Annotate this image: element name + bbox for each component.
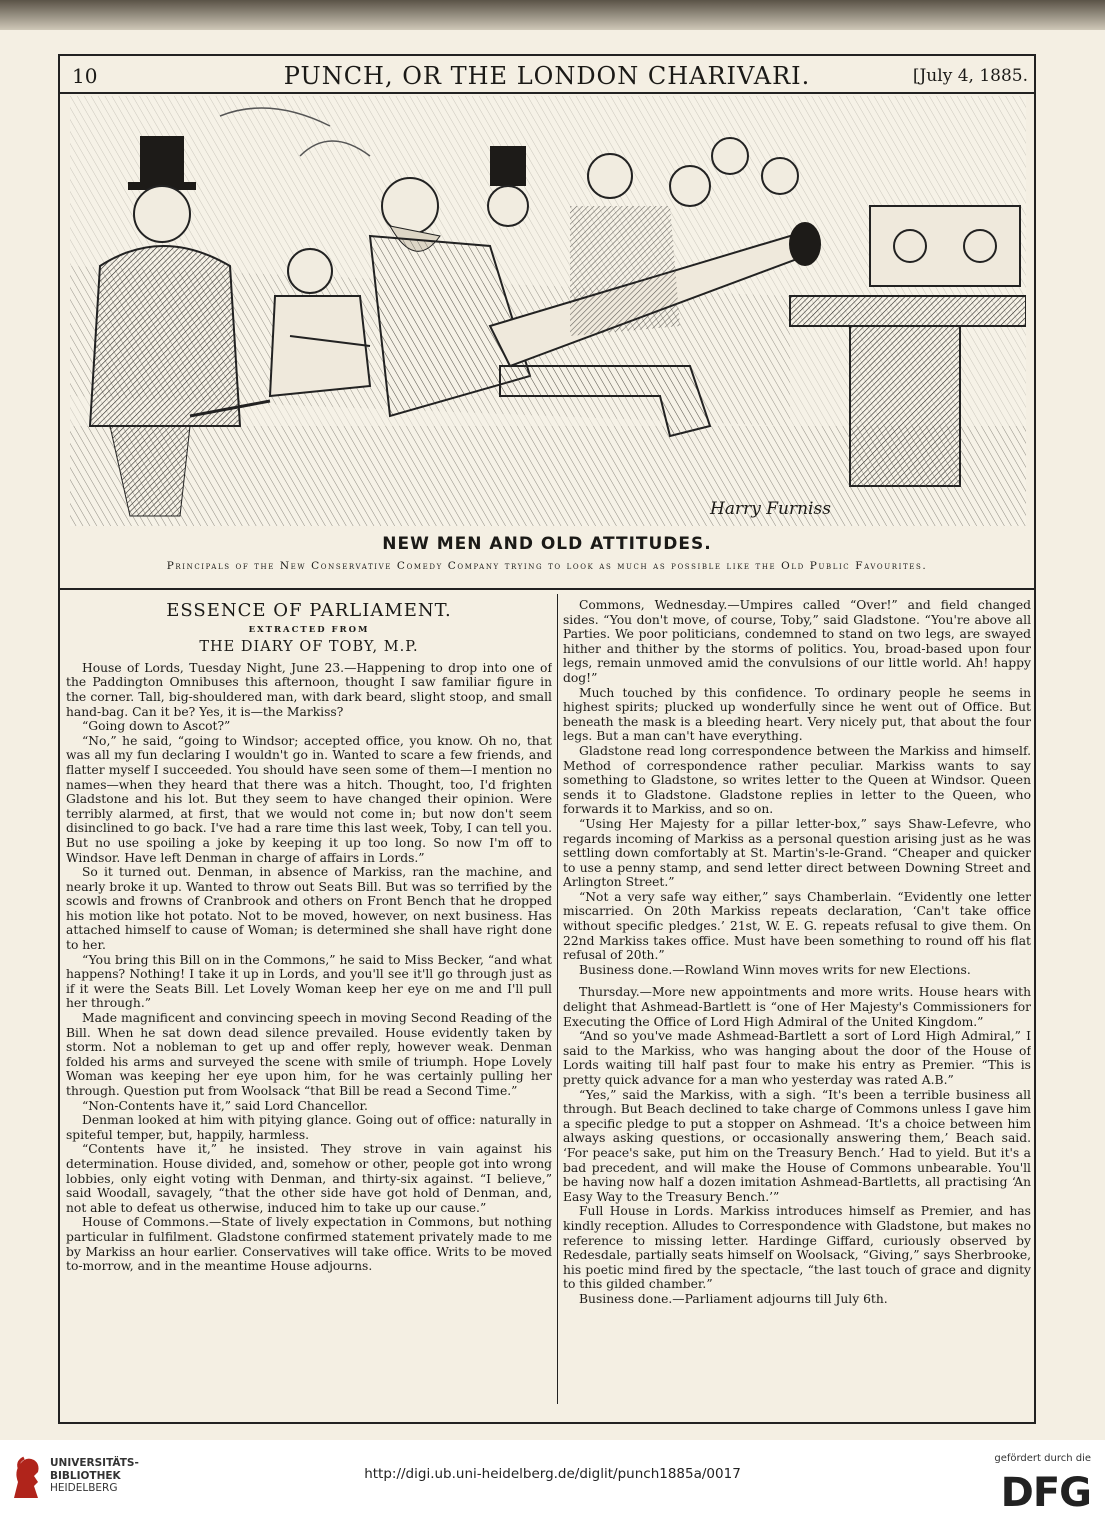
cartoon-signature: Harry Furniss — [710, 499, 831, 519]
library-name[interactable]: UNIVERSITÄTS- BIBLIOTHEK HEIDELBERG — [50, 1457, 139, 1494]
page-number: 10 — [72, 64, 98, 88]
paragraph: So it turned out. Denman, in absence of Markiss, ran the machine, and nearly broke it up. Wanted to throw out Seats Bill. But was so terrified by the scowls and frowns of Cranbrook and others on Front Bench that he dropped his motion like hot potato. Not to be moved, however, on next business. Has attached himself to cause of Woman; is determined she shall have right done to her. — [66, 865, 552, 953]
paragraph: House of Commons.—State of lively expectation in Commons, but nothing particular in fulfilment. Gladstone confirmed statement privately made to me by Markiss an hour earlier. Conservatives will take office. Writs to be moved to-morrow, and in the meantime House adjourns. — [66, 1215, 552, 1274]
paragraph: House of Lords, Tuesday Night, June 23.—Happening to drop into one of the Paddington Omnibuses this afternoon, thought I saw familiar figure in the corner. Tall, big-shouldered man, with dark beard, slight stoop, and small hand-bag. Can it be? Yes, it is—the Markiss? — [66, 660, 552, 719]
column-left — [66, 598, 552, 1408]
paragraph: “Contents have it,” he insisted. They strove in vain against his determination. House divided, and, somehow or other, people got into wrong lobbies, only eight voting with Denman, and thirty-six against. “I believe,” said Woodall, savagely, “that the other side have got hold of Denman, and, not able to defeat us otherwise, induced him to take up our cause.” — [66, 1142, 552, 1215]
paragraph: “You bring this Bill on in the Commons,” he said to Miss Becker, “and what happens? Nothing! I take it up in Lords, and you'll see it'll go through just as if it were the Seats Bill. Let Lovely Woman keep her eye on me and I'll pull her through.” — [66, 952, 552, 1011]
article-diary: THE DIARY OF TOBY, M.P. — [199, 639, 419, 656]
caption-rule — [60, 588, 1034, 590]
page-url[interactable]: http://digi.ub.uni-heidelberg.de/diglit/punch1885a/0017 — [364, 1466, 741, 1482]
paragraph: Made magnificent and convincing speech in moving Second Reading of the Bill. When he sat down dead silence prevailed. House evidently taken by storm. Not a nobleman to get up and offer reply, however weak. Denman folded his arms and surveyed the scene with smile of triumph. Hope Lovely Woman was keeping her eye upon him, for he was certainly pulling her through. Question put from Woolsack “that Bill be read a Second Time.” — [66, 1011, 552, 1098]
cartoon-illustration — [70, 96, 1026, 526]
cartoon-title: NEW MEN AND OLD ATTITUDES. — [382, 534, 712, 554]
paragraph: Much touched by this confidence. To ordinary people he seems in highest spirits; plucked up wonderfully since he went out of Office. But beneath the mask is a bleeding heart. Very nicely put, that about the four legs. But a man can't have everything. — [563, 685, 1031, 744]
paragraph: Denman looked at him with pitying glance. Going out of office: naturally in spiteful temper, but, happily, harmless. — [66, 1113, 552, 1142]
cartoon-subtitle: Principals of the New Conservative Comedy Company trying to look as much as possible like the Old Public Favourites. — [166, 560, 928, 572]
paragraph: “No,” he said, “going to Windsor; accepted office, you know. Oh no, that was all my fun declaring I wouldn't go in. Wanted to scare a few friends, and flatter myself I succeeded. You should have seen some of them—I mention no names—when they heard that there was a hitch. Thought, too, I'd frighten Gladstone and his lot. But they seem to have changed their opinion. Were terribly alarmed, at first, that we would not come in; but now don't seem disinclined to go back. I've had a rare time this last week, Toby, I can tell you. But no use spoiling a joke by keeping it up too long. So now I'm off to Windsor. Have left Denman in charge of affairs in Lords.” — [66, 733, 552, 865]
page-title: PUNCH, OR THE LONDON CHARIVARI. — [283, 62, 811, 90]
funding-note: gefördert durch die — [994, 1453, 1091, 1464]
paragraph: “Using Her Majesty for a pillar letter-box,” says Shaw-Lefevre, who regards incoming of Markiss as a personal question arising just as he was settling down comfortably at St. Martin's-le-Grand. “Cheaper and quicker to use a penny stamp, and send letter direct between Downing Street and Arlington Street.” — [563, 816, 1031, 890]
page-header — [60, 62, 1034, 92]
paragraph: “Going down to Ascot?” — [82, 719, 231, 734]
paragraph: Commons, Wednesday.—Umpires called “Over!” and field changed sides. “You don't move, of course, Toby,” said Gladstone. “You're above all Parties. We poor politicians, condemned to stand on two legs, are swayed hither and thither by the storms of politics. You, broad-based upon four legs, remain unmoved amid the convulsions of our little world. Ah! happy dog!” — [563, 598, 1031, 685]
paragraph: “And so you've made Ashmead-Bartlett a sort of Lord High Admiral,” I said to the Markiss, who was hanging about the door of the House of Lords waiting till half past four to make his entry as Premier. “This is pretty quick advance for a man who yesterday was rated A.B.” — [563, 1029, 1031, 1087]
header-rule — [60, 92, 1034, 94]
paragraph: Full House in Lords. Markiss introduces himself as Premier, and has kindly reception. Alludes to Correspondence with Gladstone, but makes no reference to missing letter. Hardinge Giffard, curiously observed by Redesdale, partially seats himself on Woolsack, “Giving,” says Sherbrooke, his poetic mind fired by the spectacle, “the last touch of grace and dignity to this gilded chamber.” — [563, 1204, 1031, 1292]
page-date: [July 4, 1885. — [912, 66, 1028, 86]
paragraph: Business done.—Rowland Winn moves writs for new Elections. — [579, 962, 971, 977]
article-title: ESSENCE OF PARLIAMENT. — [166, 600, 452, 621]
dfg-logo[interactable]: DFG — [1000, 1470, 1091, 1516]
paragraph: Business done.—Parliament adjourns till July 6th. — [579, 1291, 888, 1306]
paragraph: Thursday.—More new appointments and more writs. House hears with delight that Ashmead-Bartlett is “one of Her Majesty's Commissioners for Executing the Office of Lord High Admiral of the United Kingdom.” — [563, 985, 1031, 1029]
article-extracted: EXTRACTED FROM — [248, 624, 370, 635]
paragraph: “Not a very safe way either,” says Chamberlain. “Evidently one letter miscarried. On 20th Markiss repeats declaration, ‘Can't take office without specific pledges.’ 21st, W. E. G. repeats refusal to give them. On 22nd Markiss takes office. Must have been something to round off his flat refusal of 20th.” — [563, 889, 1031, 963]
column-divider — [557, 594, 558, 1404]
paragraph: “Yes,” said the Markiss, with a sigh. “It's been a terrible business all through. But Beach declined to take charge of Commons unless I gave him a specific pledge to put a stopper on Ashmead. ‘It's a choice between him always asking questions, or occasionally answering them,’ Beach said. ‘For peace's sake, put him on the Treasury Bench.’ Had to yield. But it's a bad precedent, and will make the House of Commons unbearable. You'll be having now half a dozen imitation Ashmead-Bartletts, all practising ‘An Easy Way to the Treasury Bench.’” — [563, 1087, 1031, 1204]
paragraph: “Non-Contents have it,” said Lord Chancellor. — [82, 1098, 368, 1113]
scan-edge — [0, 0, 1105, 30]
column-right — [563, 598, 1031, 1408]
paragraph: Gladstone read long correspondence between the Markiss and himself. Method of correspondence rather peculiar. Markiss wants to say something to Gladstone, so writes letter to the Queen at Windsor. Queen sends it to Gladstone. Gladstone replies in letter to the Queen, who forwards it to Markiss, and so on. — [563, 743, 1031, 817]
